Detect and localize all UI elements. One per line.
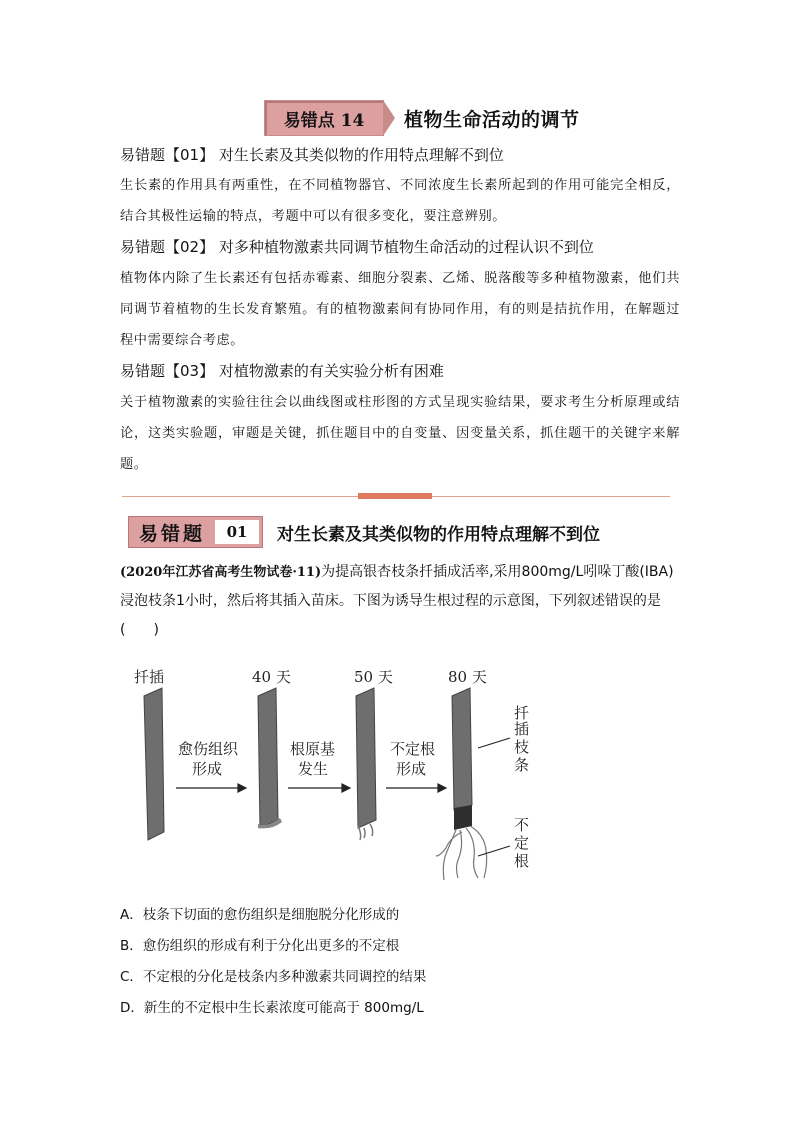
- point-3-head: 易错题【03】 对植物激素的有关实验分析有困难: [120, 362, 444, 380]
- root-label-1: 定: [514, 834, 530, 852]
- branch-stage-0: [144, 688, 164, 840]
- option-d: D．新生的不定根中生长素浓度可能高于 800mg/L: [120, 1000, 424, 1016]
- branch-label-2: 枝: [514, 738, 530, 756]
- branch-stage-1: [258, 688, 278, 828]
- arrow-1-line1: 愈伤组织: [178, 740, 239, 758]
- arrow-1-line2: 形成: [192, 760, 223, 778]
- option-b: B．愈伤组织的形成有利于分化出更多的不定根: [120, 938, 400, 954]
- stage-label-3: 80 天: [448, 668, 487, 686]
- arrow-3-line1: 不定根: [390, 740, 436, 758]
- section-title: 对生长素及其类似物的作用特点理解不到位: [277, 524, 600, 545]
- answer-options: [120, 900, 426, 1024]
- root-label-0: 不: [514, 816, 530, 834]
- option-c: C．不定根的分化是枝条内多种激素共同调控的结果: [120, 969, 427, 985]
- adventitious-roots: [436, 826, 487, 880]
- branch-label-3: 条: [514, 756, 530, 774]
- root-pointer: [478, 846, 510, 856]
- arrows: [176, 784, 446, 792]
- branch-stage-3: [452, 688, 472, 810]
- page-title: 植物生命活动的调节: [404, 108, 580, 131]
- title-banner: [264, 100, 580, 136]
- point-3-body: 关于植物激素的实验往往会以曲线图或柱形图的方式呈现实验结果，要求考生分析原理或结论，这类实验题，审题是关键，抓住题目中的自变量、因变量关系，抓住题干的关键字来解题。: [120, 395, 680, 472]
- question-source: (2020年江苏省高考生物试卷·11): [120, 565, 322, 580]
- stage-label-0: 扦插: [134, 668, 165, 686]
- section-tag: [128, 516, 263, 548]
- branch-base: [454, 805, 472, 830]
- arrow-2-line2: 发生: [298, 760, 329, 778]
- arrow-2-line1: 根原基: [290, 740, 336, 758]
- answer-blank: ( ): [120, 622, 159, 638]
- question-text: 为提高银杏枝条扦插成活率,采用800mg/L吲哚丁酸(IBA)浸泡枝条1小时，然后将其插入苗床。下图为诱导生根过程的示意图，下列叙述错误的是: [120, 564, 674, 609]
- section-tag-number: 01: [215, 520, 259, 544]
- branch-label-1: 插: [514, 720, 530, 738]
- stage-label-1: 40 天: [252, 668, 291, 686]
- point-2-head: 易错题【02】 对多种植物激素共同调节植物生命活动的过程认识不到位: [120, 238, 594, 256]
- branch-stage-2: [356, 688, 376, 828]
- branch-pointer: [478, 738, 510, 748]
- question-stem: [120, 558, 680, 645]
- option-a: A．枝条下切面的愈伤组织是细胞脱分化形成的: [120, 907, 400, 923]
- title-tag: 易错点 14: [264, 100, 384, 136]
- point-1-body: 生长素的作用具有两重性，在不同植物器官、不同浓度生长素所起到的作用可能完全相反，结合其极性运输的特点，考题中可以有很多变化，要注意辨别。: [120, 178, 680, 224]
- section-header: [128, 516, 600, 548]
- arrow-3-line2: 形成: [396, 760, 427, 778]
- point-1-head: 易错题【01】 对生长素及其类似物的作用特点理解不到位: [120, 146, 504, 164]
- section-tag-label: 易错题: [138, 522, 205, 545]
- root-label-2: 根: [514, 852, 530, 870]
- section-divider-mark: [358, 493, 432, 499]
- rooting-diagram: [120, 660, 540, 890]
- branch-label-0: 扦: [514, 704, 530, 722]
- stage-label-2: 50 天: [354, 668, 393, 686]
- point-2-body: 植物体内除了生长素还有包括赤霉素、细胞分裂素、乙烯、脱落酸等多种植物激素，他们共同调节着植物的生长发育繁殖。有的植物激素间有协同作用，有的则是拮抗作用，在解题过程中需要综合考虑。: [120, 271, 680, 348]
